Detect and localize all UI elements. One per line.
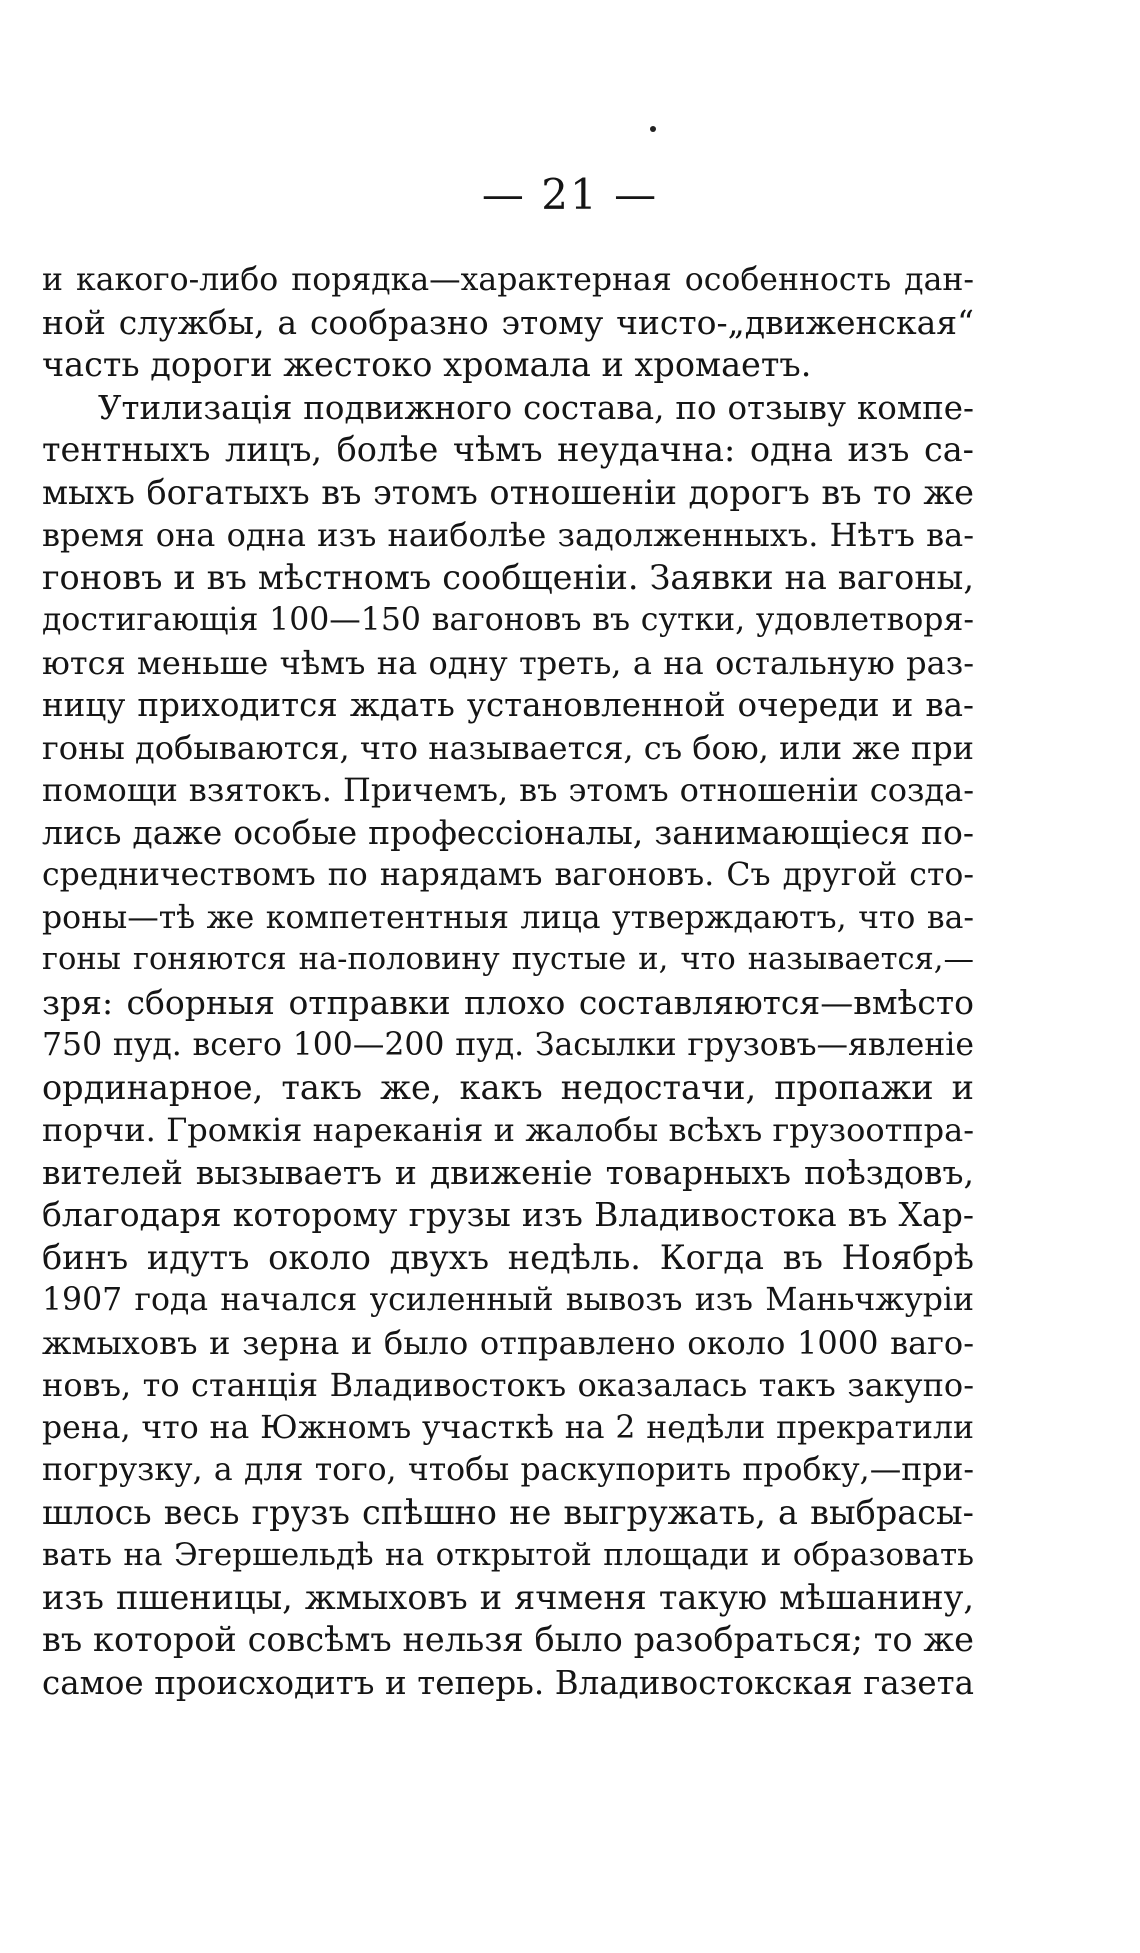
text-line: рена, что на Южномъ участкѣ на 2 недѣли прекратили — [42, 1409, 974, 1446]
text-line: часть дороги жестоко хромала и хромаетъ. — [42, 345, 812, 384]
text-line: ной службы, а сообразно этому чисто-„движенская“ — [42, 302, 974, 342]
text-line: роны—тѣ же компетентныя лица утверждаютъ, что ва- — [42, 899, 974, 936]
text-line: ницу приходится ждать установленной очереди и ва- — [42, 686, 974, 724]
text-line: ются меньше чѣмъ на одну треть, а на остальную раз- — [42, 643, 974, 682]
text-line: шлось весь грузъ спѣшно не выгружать, а выбрасы- — [42, 1492, 974, 1532]
text-line: 1907 года начался усиленный вывозъ изъ Маньчжуріи — [42, 1282, 974, 1318]
text-line: ординарное, такъ же, какъ недостачи, пропажи и — [42, 1067, 974, 1107]
text-line: порчи. Громкія нареканія и жалобы всѣхъ грузоотпра- — [42, 1111, 974, 1149]
text-line: помощи взятокъ. Причемъ, въ этомъ отношеніи созда- — [42, 771, 974, 809]
text-line: бинъ идутъ около двухъ недѣль. Когда въ Ноябрѣ — [42, 1237, 974, 1277]
text-line: средничествомъ по нарядамъ вагоновъ. Съ другой сто- — [42, 857, 974, 893]
page-body-text — [42, 259, 974, 1704]
text-line: гоновъ и въ мѣстномъ сообщеніи. Заявки на вагоны, — [42, 557, 974, 597]
text-line: зря: сборныя отправки плохо составляются—вмѣсто — [42, 982, 974, 1022]
text-line: 750 пуд. всего 100—200 пуд. Засылки грузовъ—явленіе — [42, 1027, 974, 1063]
text-line: вать на Эгершельдѣ на открытой площади и образовать — [42, 1537, 974, 1573]
text-line: гоны гоняются на-половину пустые и, что называется,— — [42, 942, 974, 977]
text-line: достигающія 100—150 вагоновъ въ сутки, удовлетворя- — [42, 602, 974, 638]
text-line: изъ пшеницы, жмыховъ и ячменя такую мѣшанину, — [42, 1577, 974, 1617]
ink-speck — [650, 126, 656, 132]
text-line: гоны добываются, что называется, съ бою, или же при — [42, 728, 974, 767]
text-line: благодаря которому грузы изъ Владивостока въ Хар- — [42, 1195, 974, 1234]
text-line: погрузку, а для того, чтобы раскупорить пробку,—при- — [42, 1452, 974, 1488]
text-line: вителей вызываетъ и движеніе товарныхъ поѣздовъ, — [42, 1152, 974, 1192]
text-line: новъ, то станція Владивостокъ оказалась такъ закупо- — [42, 1366, 974, 1404]
text-line: время она одна изъ наиболѣе задолженныхъ. Нѣтъ ва- — [42, 516, 974, 554]
text-line: жмыховъ и зерна и было отправлено около 1000 ваго- — [42, 1323, 974, 1362]
page-number: — 21 — — [481, 170, 659, 219]
text-line: Утилизація подвижного состава, по отзыву компе- — [98, 388, 974, 427]
text-line: и какого-либо порядка—характерная особенность дан- — [42, 262, 974, 298]
text-line: тентныхъ лицъ, болѣе чѣмъ неудачна: одна изъ са- — [42, 430, 974, 469]
text-line: мыхъ богатыхъ въ этомъ отношеніи дорогъ въ то же — [42, 472, 974, 512]
text-line: самое происходитъ и теперь. Владивостокская газета — [42, 1663, 974, 1702]
text-line: въ которой совсѣмъ нельзя было разобраться; то же — [42, 1620, 974, 1659]
text-line: лись даже особые профессіоналы, занимающіеся по- — [42, 812, 974, 852]
